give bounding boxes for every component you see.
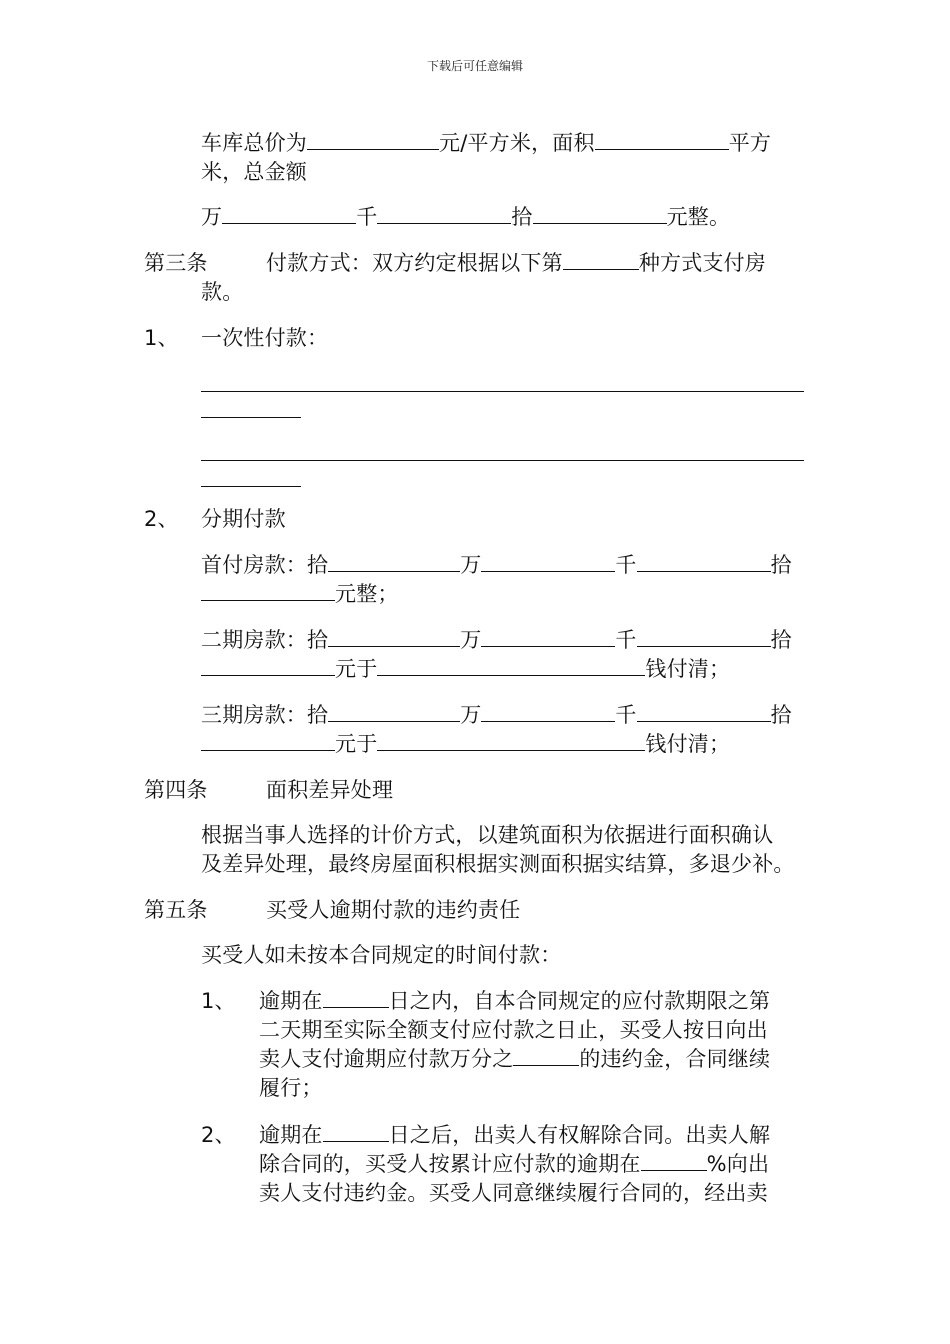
text: 万 [201,205,223,229]
item-2-number: 2、 [144,507,179,531]
text: 日之后，出卖人有权解除合同。出卖人解 [388,1123,771,1147]
text: 拾 [770,703,792,727]
text: 钱付清； [645,732,731,756]
text: 卖人支付逾期应付款万分之 [259,1047,514,1071]
blank-line[interactable] [201,460,804,461]
text: 元于 [335,732,378,756]
text: 逾期在 [259,989,323,1013]
article-5-number: 第五条 [144,898,208,922]
blank-field[interactable] [481,551,615,572]
text: 拾 [770,628,792,652]
first-payment-line-2 [201,580,399,608]
text: 万 [460,553,482,577]
blank-field[interactable] [533,203,667,224]
article-4-title: 面积差异处理 [266,778,394,802]
article-5-item-1-line-1 [259,987,770,1015]
text: 万 [460,703,482,727]
blank-field[interactable] [481,626,615,647]
text: 千 [615,553,637,577]
article-5-item-2-line-1 [259,1121,770,1149]
text: 首付房款：拾 [201,553,329,577]
item-2-label: 分期付款 [201,507,286,531]
price-line-2: 米，总金额 [201,160,307,184]
article-3-number: 第三条 [144,251,208,275]
text: 千 [615,628,637,652]
article-4-number: 第四条 [144,778,208,802]
blank-field[interactable] [377,730,645,751]
blank-field[interactable] [637,551,771,572]
blank-field[interactable] [323,987,389,1008]
text: 三期房款：拾 [201,703,329,727]
third-payment-line [201,701,792,729]
blank-field[interactable] [481,701,615,722]
blank-field[interactable] [201,580,335,601]
blank-line[interactable] [201,391,804,392]
article-5-item-1-line-3 [259,1045,770,1073]
blank-field[interactable] [513,1045,579,1066]
text: 付款方式：双方约定根据以下第 [266,251,563,275]
article-5-item-2-number: 2、 [201,1123,236,1147]
text: 平方 [728,131,772,155]
text: 万 [460,628,482,652]
article-3-heading-cont: 款。 [201,280,244,304]
article-5-title: 买受人逾期付款的违约责任 [266,898,521,922]
text: 的违约金，合同继续 [579,1047,771,1071]
article-5-item-1-line-2: 二天期至实际全额支付应付款之日止，买受人按日向出 [259,1018,768,1042]
blank-line[interactable] [201,417,301,418]
text: 种方式支付房 [638,251,767,275]
text: 千 [615,703,637,727]
blank-field[interactable] [201,655,335,676]
second-payment-line-2 [201,655,730,683]
article-5-intro: 买受人如未按本合同规定的时间付款： [201,943,562,967]
blank-line[interactable] [201,486,301,487]
blank-field[interactable] [641,1150,707,1171]
blank-field[interactable] [201,730,335,751]
article-5-item-1-line-4: 履行； [259,1076,323,1100]
article-5-item-2-line-2 [259,1150,769,1178]
text: %向出 [706,1152,770,1176]
blank-field[interactable] [595,129,729,150]
text: 元/平方米，面积 [439,131,595,155]
blank-field[interactable] [377,655,645,676]
blank-field[interactable] [328,551,460,572]
blank-field[interactable] [637,701,771,722]
blank-field[interactable] [637,626,771,647]
page-header: 下载后可任意编辑 [426,59,523,73]
text: 拾 [511,205,533,229]
text: 逾期在 [259,1123,323,1147]
article-4-para-line-2: 及差异处理，最终房屋面积根据实测面积据实结算，多退少补。 [201,852,795,876]
price-line-1 [201,129,771,157]
item-1-label: 一次性付款： [201,326,329,350]
blank-field[interactable] [328,701,460,722]
text: 元整。 [666,205,731,229]
blank-field[interactable] [323,1121,389,1142]
first-payment-line [201,551,792,579]
blank-field[interactable] [563,249,639,270]
blank-field[interactable] [307,129,439,150]
second-payment-line [201,626,792,654]
article-5-item-1-number: 1、 [201,989,236,1013]
text: 元整； [335,582,399,606]
blank-field[interactable] [377,203,511,224]
item-1-number: 1、 [144,326,179,350]
third-payment-line-2 [201,730,730,758]
article-4-para-line-1: 根据当事人选择的计价方式，以建筑面积为依据进行面积确认 [201,823,774,847]
blank-field[interactable] [222,203,356,224]
text: 拾 [770,553,792,577]
text: 日之内，自本合同规定的应付款期限之第 [388,989,771,1013]
text: 千 [356,205,378,229]
text: 车库总价为 [201,131,307,155]
text: 钱付清； [645,657,731,681]
article-3-heading [266,249,766,277]
article-5-item-2-line-3: 卖人支付违约金。买受人同意继续履行合同的，经出卖 [259,1181,768,1205]
blank-field[interactable] [328,626,460,647]
text: 元于 [335,657,378,681]
text: 二期房款：拾 [201,628,329,652]
price-line-3 [201,203,730,231]
text: 除合同的，买受人按累计应付款的逾期在 [259,1152,641,1176]
